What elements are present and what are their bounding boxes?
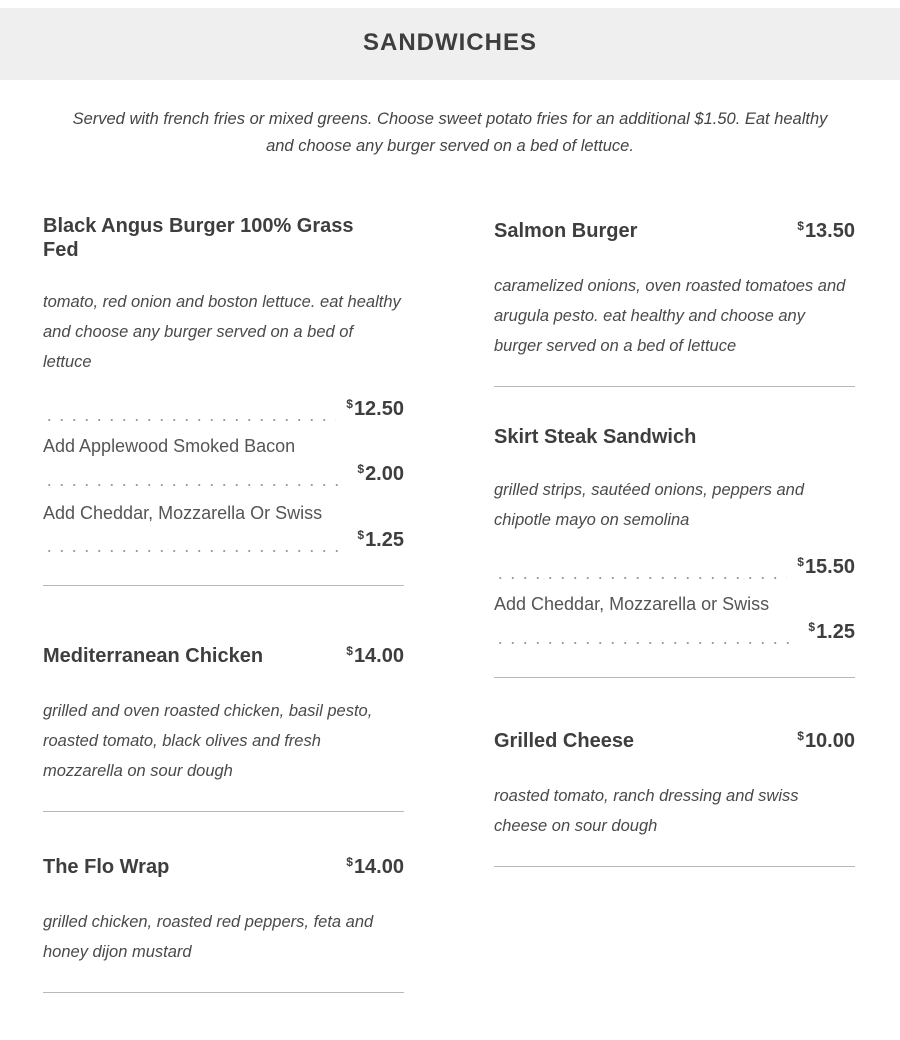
dot-leader <box>43 411 336 423</box>
addon-label: Add Cheddar, Mozzarella or Swiss <box>494 594 770 614</box>
menu-item-salmon-burger <box>494 219 855 387</box>
item-price: $13.50 <box>797 219 855 242</box>
item-name: Grilled Cheese <box>494 730 635 752</box>
menu-item-flo-wrap <box>43 855 404 993</box>
addon-price-row <box>494 620 855 646</box>
item-divider <box>43 992 404 993</box>
price-row <box>43 397 404 423</box>
item-description: tomato, red onion and boston lettuce. eat healthy and choose any burger served on a bed of lettuce <box>43 293 401 371</box>
item-divider <box>494 866 855 867</box>
section-title: SANDWICHES <box>362 29 537 56</box>
item-header <box>43 644 404 670</box>
item-divider <box>43 585 404 586</box>
addon-price: $1.25 <box>357 528 404 551</box>
price-row <box>494 555 855 581</box>
item-divider <box>43 811 404 812</box>
menu-item-grilled-cheese <box>494 729 855 867</box>
item-price: $14.00 <box>346 855 404 878</box>
menu-item-skirt-steak-sandwich <box>494 425 855 678</box>
item-description: caramelized onions, oven roasted tomatoes and arugula pesto. eat healthy and choose any burger served on a bed of lettuce <box>494 277 846 355</box>
dot-leader <box>494 569 787 581</box>
item-price: $12.50 <box>346 397 404 420</box>
item-description: roasted tomato, ranch dressing and swiss cheese on sour dough <box>494 787 799 835</box>
dot-leader <box>43 542 347 554</box>
dot-leader <box>494 634 798 646</box>
section-header <box>0 8 900 80</box>
item-header <box>494 729 855 755</box>
item-price: $14.00 <box>346 644 404 667</box>
dot-leader <box>43 476 347 488</box>
item-price: $15.50 <box>797 555 855 578</box>
addon-price: $1.25 <box>808 620 855 643</box>
item-header <box>43 855 404 881</box>
item-name: The Flo Wrap <box>43 856 170 878</box>
item-name: Skirt Steak Sandwich <box>494 426 697 448</box>
addon-label: Add Cheddar, Mozzarella Or Swiss <box>43 503 323 523</box>
menu-item-mediterranean-chicken <box>43 644 404 812</box>
addon-price-row <box>43 462 404 488</box>
item-description: grilled and oven roasted chicken, basil pesto, roasted tomato, black olives and fresh mozzarella on sour dough <box>43 702 373 780</box>
addon-price: $2.00 <box>357 462 404 485</box>
item-description: grilled chicken, roasted red peppers, feta and honey dijon mustard <box>43 913 374 961</box>
menu-item-black-angus-burger <box>43 214 404 586</box>
item-header <box>494 219 855 245</box>
item-name: Salmon Burger <box>494 220 638 242</box>
section-intro: Served with french fries or mixed greens. Choose sweet potato fries for an additional $1.50. Eat healthy and choose any burger served on a bed of lettuce. <box>72 110 828 155</box>
item-divider <box>494 386 855 387</box>
item-name: Mediterranean Chicken <box>43 645 264 667</box>
item-description: grilled strips, sautéed onions, peppers and chipotle mayo on semolina <box>494 481 805 529</box>
item-divider <box>494 677 855 678</box>
addon-label: Add Applewood Smoked Bacon <box>43 436 296 456</box>
item-name: Black Angus Burger 100% Grass Fed <box>43 215 354 261</box>
item-price: $10.00 <box>797 729 855 752</box>
addon-price-row <box>43 528 404 554</box>
